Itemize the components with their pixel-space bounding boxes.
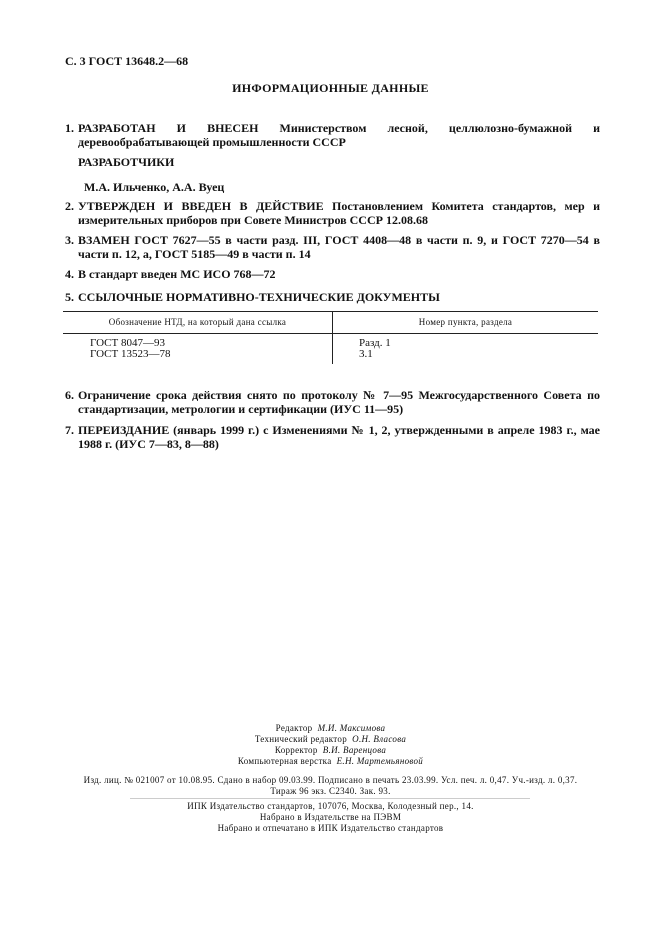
item-number: 3. [65,233,74,247]
imprint-publisher-line: ИПК Издательство стандартов, 107076, Москва, Колодезный пер., 14. [187,801,474,811]
item-number: 4. [65,267,74,281]
imprint-license-line: Изд. лиц. № 021007 от 10.08.95. Сдано в набор 09.03.99. Подписано в печать 23.03.99. Усл. печ. л. 0,47. Уч.-изд. л. 0,37. [83,775,578,785]
info-item-7 [65,423,600,453]
item-number: 1. [65,121,74,135]
info-item-3 [65,233,600,263]
item-text: Ограничение срока действия снято по протоколу № 7—95 Межгосударственного Совета по стандартизации, метрологии и сертификации (ИУС 11—95) [78,388,600,416]
developers-heading: РАЗРАБОТЧИКИ [78,155,175,169]
item-text: УТВЕРЖДЕН И ВВЕДЕН В ДЕЙСТВИЕ Постановлением Комитета стандартов, мер и измерительных приборов при Совете Министров СССР 12.08.68 [78,199,600,227]
item-text: В стандарт введен МС ИСО 768—72 [78,267,276,281]
imprint-corrector [0,745,661,755]
layout-label: Компьютерная верстка [237,756,332,766]
info-item-2 [65,199,600,229]
section-title: ИНФОРМАЦИОННЫЕ ДАННЫЕ [232,81,429,95]
imprint-printed-line: Набрано и отпечатано в ИПК Издательство стандартов [217,823,444,833]
table-cell: ГОСТ 13523—78 [63,349,333,360]
item-text: ВЗАМЕН ГОСТ 7627—55 в части разд. III, ГОСТ 4408—48 в части п. 9, и ГОСТ 7270—54 в части п. 12, а, ГОСТ 5185—49 в части п. 14 [78,233,600,261]
references-table [63,311,598,364]
imprint-print-run-line: Тираж 96 экз. С2340. Зак. 93. [270,786,391,796]
info-item-4 [65,267,600,283]
imprint-editor [0,723,661,733]
item-text: РАЗРАБОТАН И ВНЕСЕН Министерством лесной, целлюлозно-бумажной и деревообрабатывающей промышленности СССР [78,121,600,149]
info-item-6 [65,388,600,418]
editor-name: М.И. Максимова [317,723,386,733]
developers-names: М.А. Ильченко, А.А. Вуец [84,180,225,194]
table-cell: Разд. 1 [359,337,391,349]
table-header-row [63,312,598,334]
table-header-cell: Номер пункта, раздела [333,312,599,334]
editor-label: Редактор [275,723,313,733]
divider [130,798,530,799]
item-number: 2. [65,199,74,213]
imprint-typeset-line: Набрано в Издательстве на ПЭВМ [259,812,402,822]
table-header-cell: Обозначение НТД, на который дана ссылка [63,312,333,334]
tech-editor-label: Технический редактор [254,734,348,744]
layout-name: Е.Н. Мартемьяновой [336,756,424,766]
item-number: 6. [65,388,74,402]
corrector-name: В.И. Варенцова [322,745,387,755]
item-text: ПЕРЕИЗДАНИЕ (январь 1999 г.) с Изменениями № 1, 2, утвержденными в апреле 1983 г., мае 1988 г. (ИУС 7—83, 8—88) [78,423,600,451]
page-header: С. 3 ГОСТ 13648.2—68 [65,54,189,68]
table-cell: ГОСТ 8047—93 [63,338,333,349]
table-cell: 3.1 [359,348,373,360]
item-number: 5. [65,290,74,304]
table-row [63,349,598,360]
imprint-tech-editor [0,734,661,744]
item-text: ССЫЛОЧНЫЕ НОРМАТИВНО-ТЕХНИЧЕСКИЕ ДОКУМЕНТЫ [78,290,440,304]
info-item-5 [65,290,600,306]
tech-editor-name: О.Н. Власова [352,734,407,744]
info-item-1 [65,121,600,151]
imprint-layout [0,756,661,766]
corrector-label: Корректор [274,745,318,755]
item-number: 7. [65,423,74,437]
